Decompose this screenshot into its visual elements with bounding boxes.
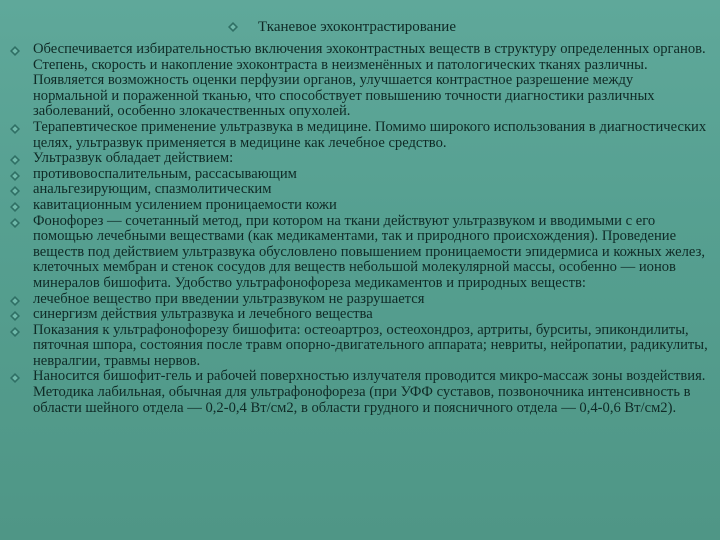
list-item-text: кавитационным усилением проницаемости кожи bbox=[33, 196, 337, 213]
list-item bbox=[10, 292, 710, 308]
diamond-bullet-icon bbox=[228, 22, 238, 32]
diamond-bullet-icon bbox=[10, 202, 20, 212]
list-item-text: Обеспечивается избирательностью включения эхоконтрастных веществ в структуру определенных органов. Степень, скорость и накопление эхоконтраста в неизменённых и патологических тканях различны. Появляется возможность оценки перфузии органов, улучшается контрастное разрешение между нормальной и пораженной тканью, что способствует повышению точности диагностики различных заболеваний, особенно злокачественных опухолей. bbox=[33, 41, 706, 120]
bullet-list bbox=[10, 42, 710, 416]
list-item-text: противовоспалительным, рассасывающим bbox=[33, 165, 297, 182]
diamond-bullet-icon bbox=[10, 124, 20, 134]
diamond-bullet-icon bbox=[10, 155, 20, 165]
list-item bbox=[10, 369, 710, 416]
list-item-text: Показания к ультрафонофорезу бишофита: остеоартроз, остеохондроз, артриты, бурситы, эпикондилиты, пяточная шпора, состояния после травм опорно-двигательного аппарата; невриты, нейропатии, радикулиты, невралгии, травмы нервов. bbox=[33, 321, 708, 369]
list-item-text: Терапевтическое применение ультразвука в медицине. Помимо широкого использования в диагностических целях, ультразвук применяется в медицине как лечебное средство. bbox=[33, 118, 707, 151]
list-item bbox=[10, 323, 710, 370]
list-item bbox=[10, 307, 710, 323]
list-item-text: синергизм действия ультразвука и лечебного вещества bbox=[33, 306, 373, 323]
diamond-bullet-icon bbox=[10, 46, 20, 56]
list-item-text: лечебное вещество при введении ультразвуком не разрушается bbox=[33, 290, 425, 307]
list-item bbox=[10, 198, 710, 214]
list-item bbox=[10, 42, 710, 120]
diamond-bullet-icon bbox=[10, 218, 20, 228]
diamond-bullet-icon bbox=[10, 296, 20, 306]
list-item bbox=[10, 214, 710, 292]
list-item-text: Наносится бишофит-гель и рабочей поверхностью излучателя проводится микро-массаж зоны воздействия. Методика лабильная, обычная для ультрафонофореза (при УФФ суставов, позвоночника интенсивность в области шейного отдела — 0,2-0,4 Вт/см2, в области грудного и поясничного отдела — 0,4-0,6 Вт/см2). bbox=[33, 368, 706, 416]
diamond-bullet-icon bbox=[10, 311, 20, 321]
slide-title: Тканевое эхоконтрастирование bbox=[258, 19, 456, 35]
list-item bbox=[10, 120, 710, 151]
list-item-text: анальгезирующим, спазмолитическим bbox=[33, 181, 272, 198]
list-item bbox=[10, 167, 710, 183]
list-item bbox=[10, 182, 710, 198]
list-item-text: Фонофорез — сочетанный метод, при котором на ткани действуют ультразвуком и вводимыми с его помощью лечебными веществами (как медикаментами, так и природного происхождения). Проведение веществ под действием ультразвука обусловлено повышением проницаемости эпидермиса и кожных желез, клеточных мембран и стенок сосудов для веществ небольшой молекулярной массы, особенно — ионов минералов бишофита. Удобство ультрафонофореза медикаментов и природных веществ: bbox=[33, 212, 705, 291]
list-item-text: Ультразвук обладает действием: bbox=[33, 150, 234, 167]
list-item bbox=[10, 151, 710, 167]
diamond-bullet-icon bbox=[10, 186, 20, 196]
diamond-bullet-icon bbox=[10, 327, 20, 337]
diamond-bullet-icon bbox=[10, 171, 20, 181]
diamond-bullet-icon bbox=[10, 373, 20, 383]
